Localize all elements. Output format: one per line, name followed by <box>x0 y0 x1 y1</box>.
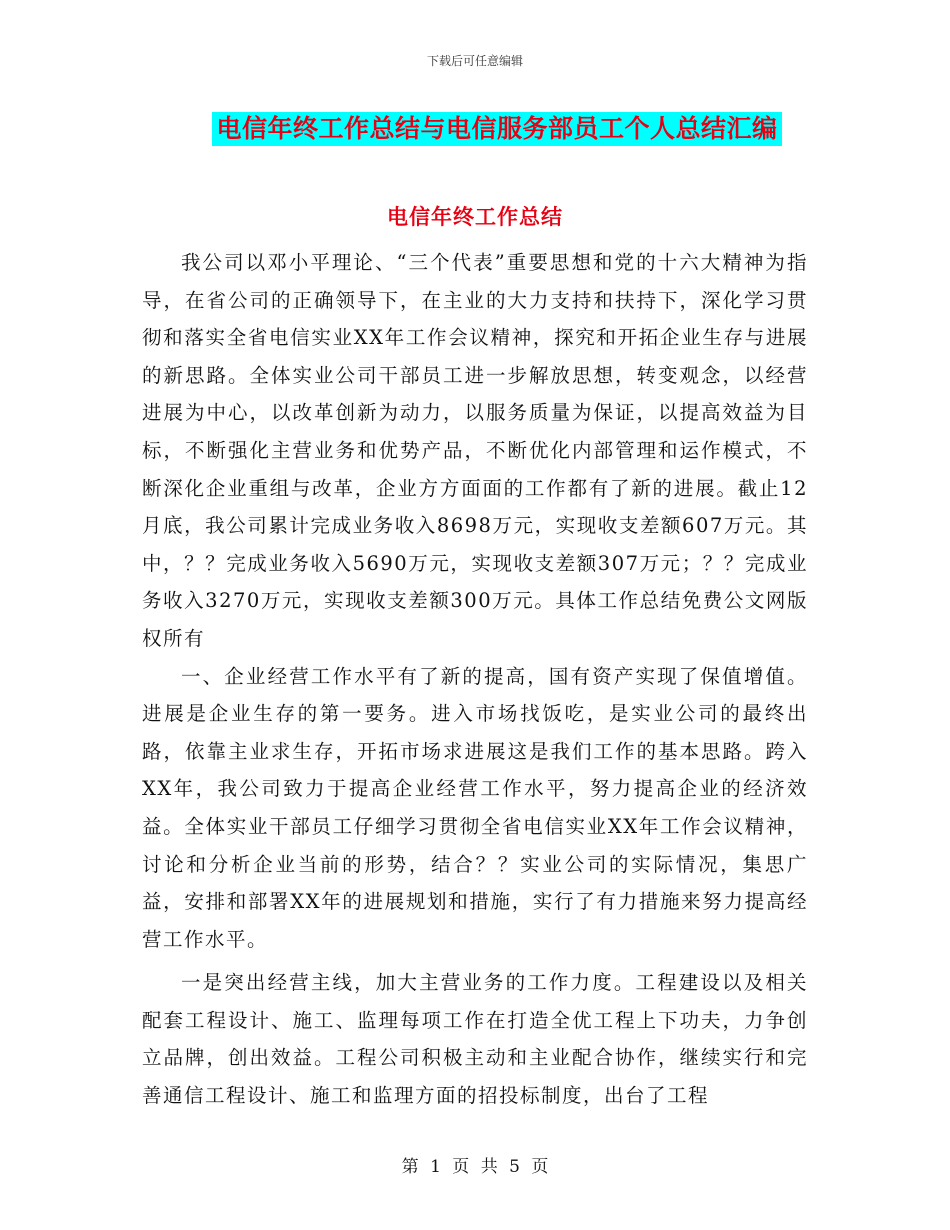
header-note: 下载后可任意编辑 <box>426 54 523 68</box>
document-title: 电信年终工作总结与电信服务部员工个人总结汇编 <box>212 112 781 146</box>
page-footer: 第 1 页 共 5 页 <box>401 1157 549 1177</box>
document-title-container <box>0 112 950 146</box>
paragraph-point-one: 一是突出经营主线，加大主营业务的工作力度。工程建设以及相关配套工程设计、施工、监理每项工作在打造全优工程上下功夫，力争创立品牌，创出效益。工程公司积极主动和主业配合协作，继续实行和完善通信工程设计、施工和监理方面的招投标制度，出台了工程 <box>142 971 808 1108</box>
paragraph-section-one: 一、企业经营工作水平有了新的提高，国有资产实现了保值增值。进展是企业生存的第一要务。进入市场找饭吃，是实业公司的最终出路，依靠主业求生存，开拓市场求进展这是我们工作的基本思路。跨入XX年，我公司致力于提高企业经营工作水平，努力提高企业的经济效益。全体实业干部员工仔细学习贯彻全省电信实业XX年工作会议精神，讨论和分析企业当前的形势，结合？？实业公司的实际情况，集思广益，安排和部署XX年的进展规划和措施，实行了有力措施来努力提高经营工作水平。 <box>142 664 808 951</box>
section-title: 电信年终工作总结 <box>387 205 563 229</box>
document-body <box>142 244 808 1115</box>
paragraph-intro: 我公司以邓小平理论、“三个代表”重要思想和党的十六大精神为指导，在省公司的正确领导下，在主业的大力支持和扶持下，深化学习贯彻和落实全省电信实业XX年工作会议精神，探究和开拓企业生存与进展的新思路。全体实业公司干部员工进一步解放思想，转变观念，以经营进展为中心，以改革创新为动力，以服务质量为保证，以提高效益为目标，不断强化主营业务和优势产品，不断优化内部管理和运作模式，不断深化企业重组与改革，企业方方面面的工作都有了新的进展。截止12月底，我公司累计完成业务收入8698万元，实现收支差额607万元。其中，？？完成业务收入5690万元，实现收支差额307万元；？？完成业务收入3270万元，实现收支差额300万元。具体工作总结免费公文网版权所有 <box>142 251 808 650</box>
